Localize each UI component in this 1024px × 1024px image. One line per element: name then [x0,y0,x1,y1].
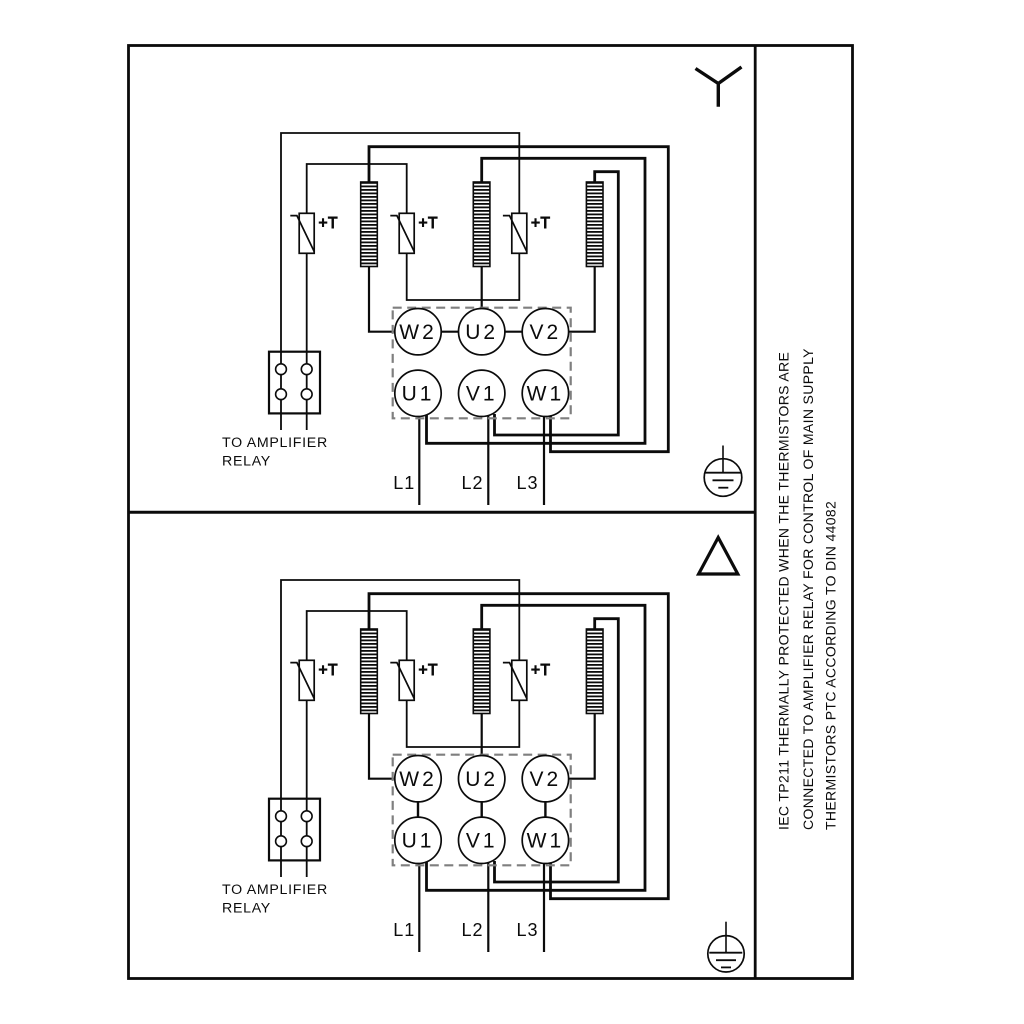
delta-connection-icon [699,538,738,575]
relay-terminal [301,364,312,375]
winding-coil-2 [473,182,490,267]
terminal-w2-label: W2 [399,321,437,344]
terminal-v1-label: V1 [465,382,498,406]
side-note [776,348,839,830]
relay-terminal [276,364,287,375]
coil1-w2-wire [369,267,396,332]
thermistor-3-label: +T [531,215,551,232]
relay-caption-line1: TO AMPLIFIER [222,435,328,451]
amplifier-relay-block [269,352,320,414]
earth-ground-icon [708,922,744,972]
thermistor-link-wire [307,164,407,214]
thermistor-2-label: +T [418,215,439,232]
relay-terminal [276,389,287,400]
winding-coil-1 [361,182,378,267]
thermistor-chain-wire [407,253,520,300]
thermistor-1 [290,213,338,253]
thermistor-1-label: +T [318,215,339,232]
panel-wiring-layer-delta [222,580,668,952]
terminal-circles-layer [395,309,569,417]
winding-coil-3 [586,182,603,267]
side-note-line1: IEC TP211 THERMALLY PROTECTED WHEN THE THERMISTORS ARE [775,351,792,830]
thermistor-2 [390,213,438,253]
terminal-w1-label: W1 [526,382,565,406]
relay-terminal [301,389,312,400]
thermistor-3 [503,213,551,253]
panel-wiring-layer [222,133,668,505]
side-note-line2: CONNECTED TO AMPLIFIER RELAY FOR CONTROL OF MAIN SUPPLY [800,348,816,830]
supply-label-l2: L2 [461,473,484,493]
terminal-v2-label: V2 [529,321,562,344]
supply-label-l1: L1 [393,473,416,493]
terminal-u1-label: U1 [401,382,435,406]
relay-caption-line2: RELAY [222,453,271,470]
star-connection-icon [696,67,742,107]
side-note-line3: THERMISTORS PTC ACCORDING TO DIN 44082 [822,500,839,830]
earth-ground-icon [704,446,742,497]
supply-label-l3: L3 [516,473,539,493]
terminal-u2-label: U2 [465,321,499,344]
